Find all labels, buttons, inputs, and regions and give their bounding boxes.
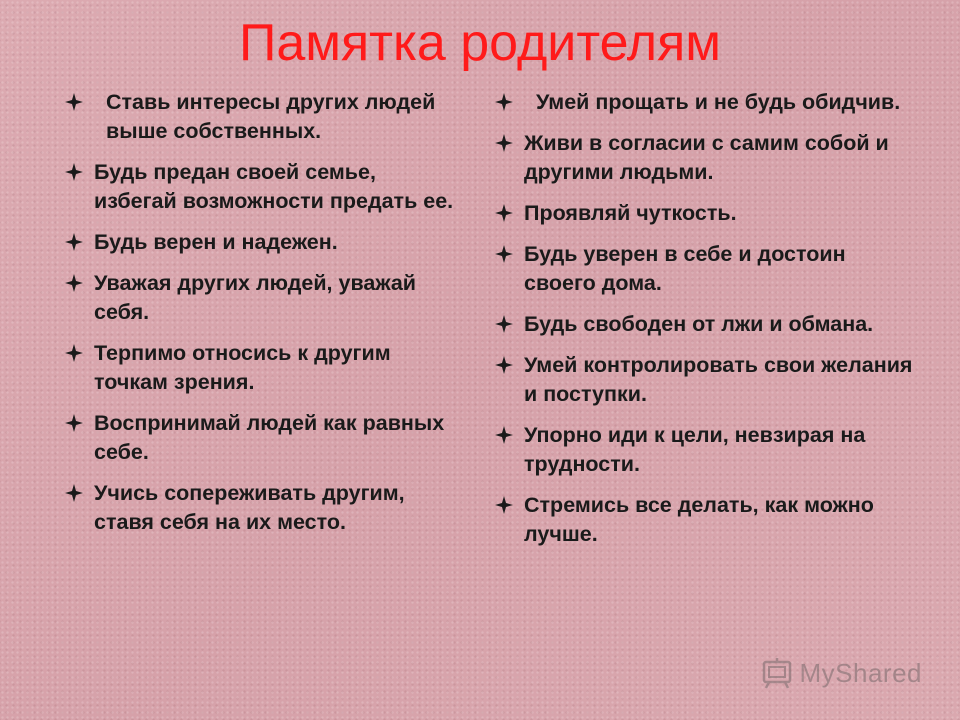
diamond-bullet-icon: [64, 273, 84, 293]
list-item: [494, 199, 914, 228]
diamond-bullet-icon: [494, 133, 514, 153]
diamond-bullet-icon: [64, 162, 84, 182]
left-list: [64, 88, 459, 549]
diamond-bullet-icon: [64, 483, 84, 503]
diamond-bullet-icon: [64, 343, 84, 363]
list-item: [64, 479, 459, 537]
list-item: [64, 228, 459, 257]
list-item: [494, 351, 914, 409]
list-item-text: Умей контролировать свои желания и поступки.: [524, 353, 913, 406]
list-item: [64, 409, 459, 467]
watermark-text: MyShared: [799, 657, 922, 688]
list-item: [494, 129, 914, 187]
list-item-text: Воспринимай людей как равных себе.: [94, 411, 445, 464]
list-item: [64, 339, 459, 397]
diamond-bullet-icon: [494, 244, 514, 264]
list-item: [494, 310, 914, 339]
list-item-text: Живи в согласии с самим собой и другими людьми.: [524, 131, 889, 184]
list-item-text: Умей прощать и не будь обидчив.: [536, 90, 901, 114]
diamond-bullet-icon: [494, 314, 514, 334]
list-item: [494, 88, 914, 117]
list-item-text: Стремись все делать, как можно лучше.: [524, 493, 874, 546]
list-item: [494, 491, 914, 549]
list-item-text: Будь верен и надежен.: [94, 230, 338, 254]
list-item-text: Терпимо относись к другим точкам зрения.: [94, 341, 391, 394]
page-title: Памятка родителям: [238, 14, 722, 72]
list-item: [64, 158, 459, 216]
list-item-text: Проявляй чуткость.: [524, 201, 737, 225]
list-item: [494, 240, 914, 298]
list-item: [64, 88, 459, 146]
diamond-bullet-icon: [494, 92, 514, 112]
list-item-text: Упорно иди к цели, невзирая на трудности.: [524, 423, 866, 476]
diamond-bullet-icon: [494, 495, 514, 515]
list-item-text: Будь свободен от лжи и обмана.: [524, 312, 874, 336]
diamond-bullet-icon: [494, 355, 514, 375]
diamond-bullet-icon: [64, 92, 84, 112]
list-item-text: Учись сопереживать другим, ставя себя на их место.: [94, 481, 405, 534]
list-item-text: Ставь интересы других людей выше собственных.: [106, 90, 436, 143]
diamond-bullet-icon: [494, 425, 514, 445]
watermark: [760, 656, 923, 690]
list-item: [64, 269, 459, 327]
list-item-text: Будь предан своей семье, избегай возможности предать ее.: [94, 160, 454, 213]
diamond-bullet-icon: [494, 203, 514, 223]
diamond-bullet-icon: [64, 232, 84, 252]
myshared-logo-icon: [760, 656, 794, 690]
diamond-bullet-icon: [64, 413, 84, 433]
list-item-text: Уважая других людей, уважай себя.: [94, 271, 417, 324]
right-list: [494, 88, 914, 561]
list-item-text: Будь уверен в себе и достоин своего дома.: [524, 242, 846, 295]
list-item: [494, 421, 914, 479]
